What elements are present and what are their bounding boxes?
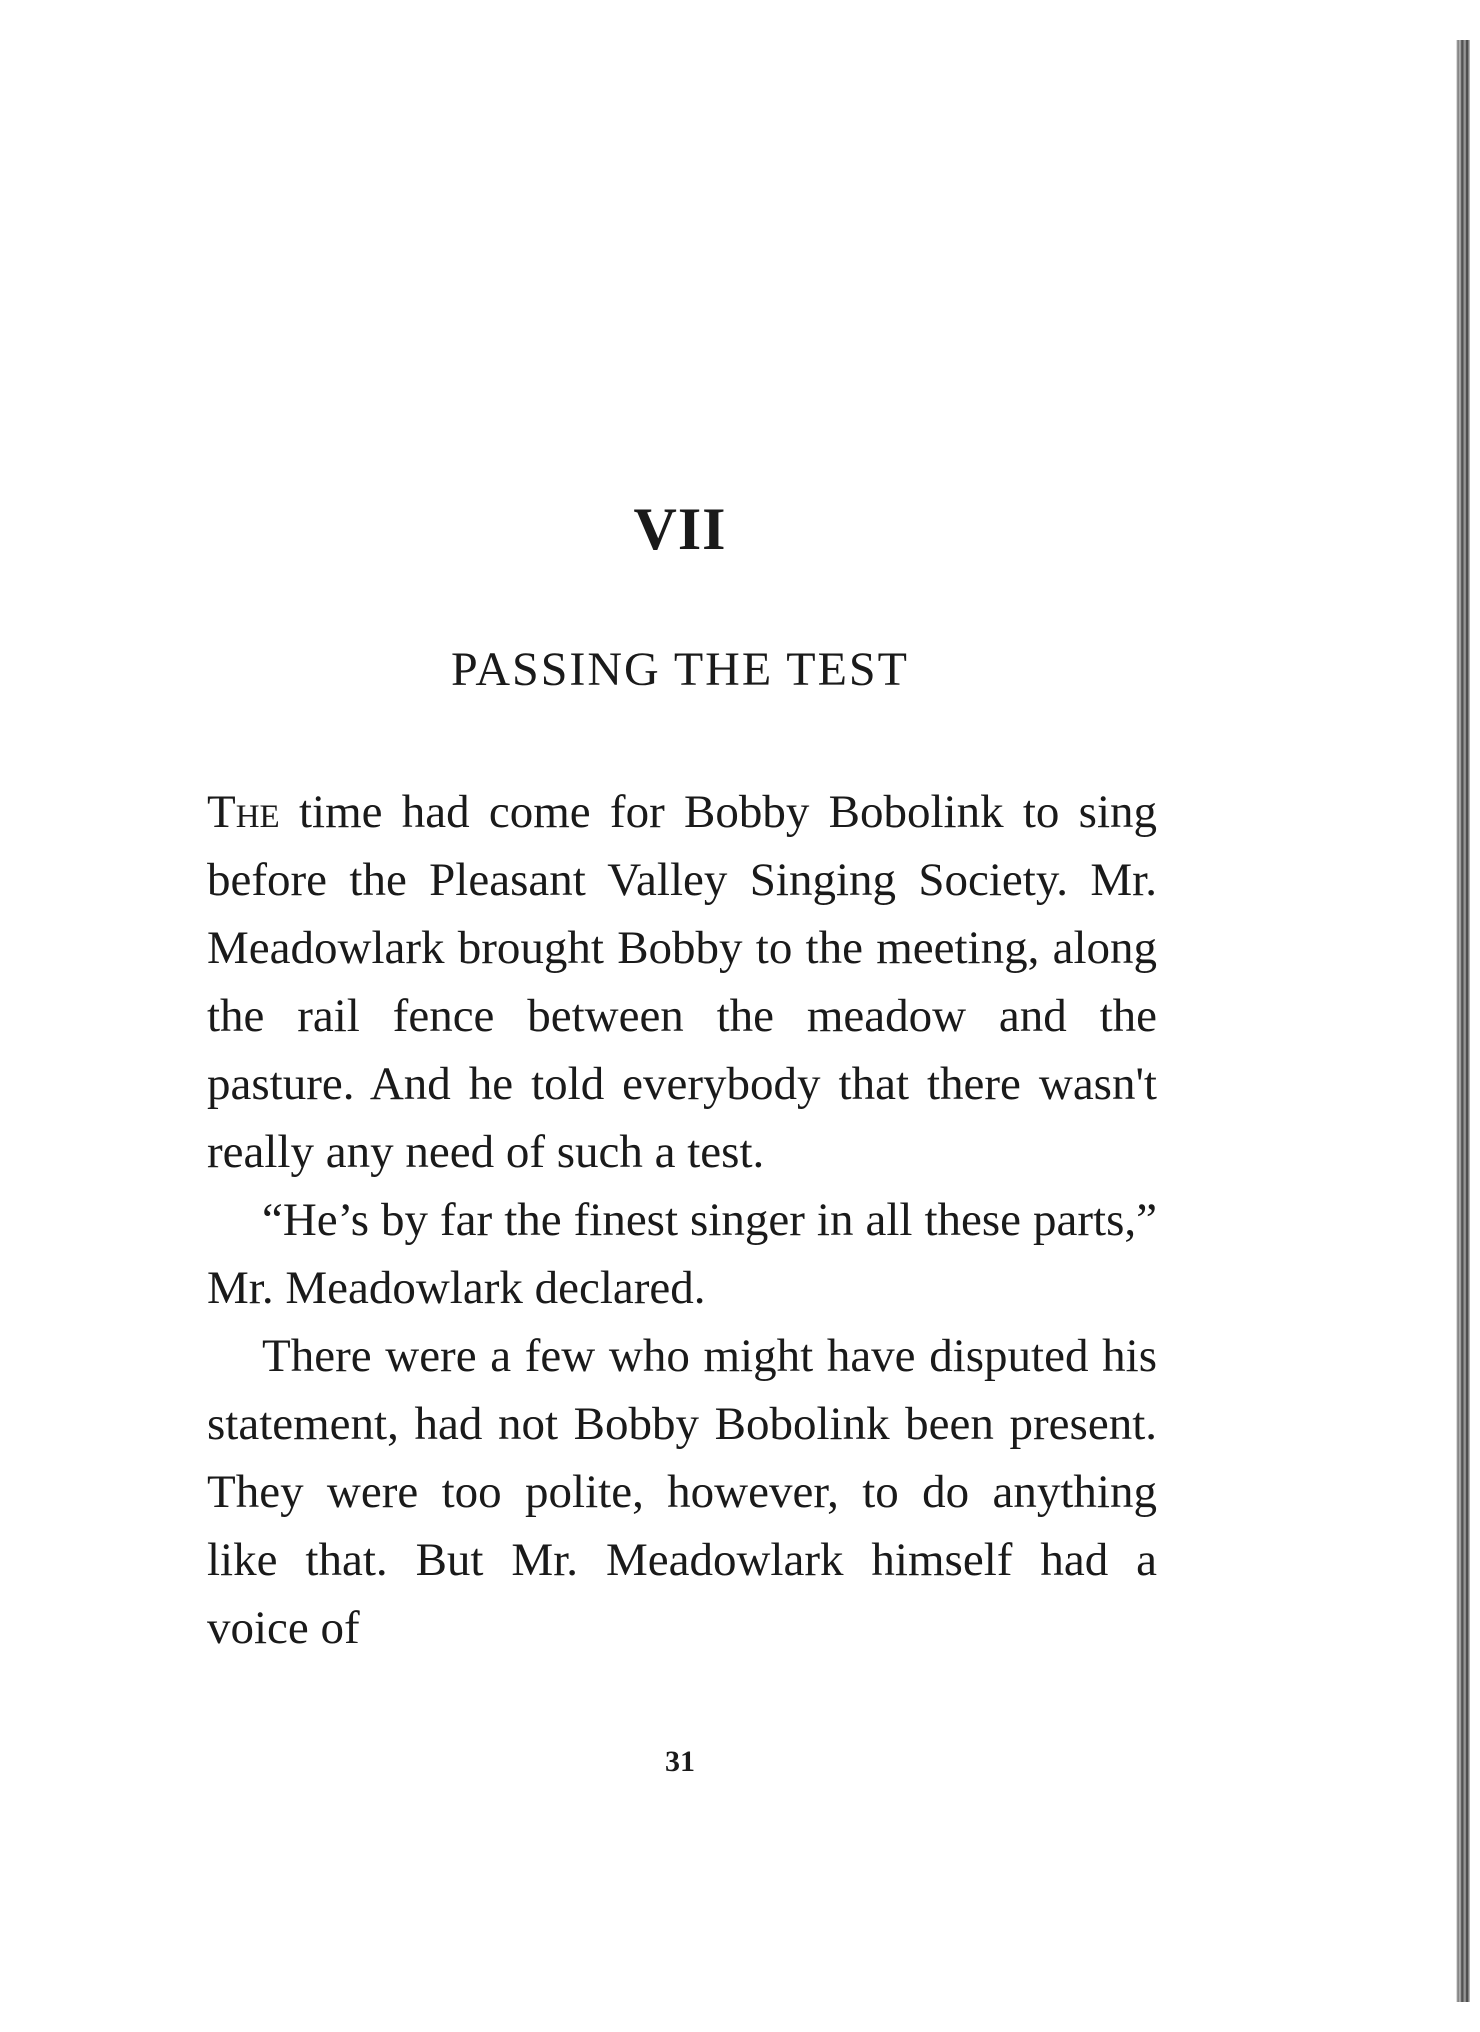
chapter-number: VII: [633, 496, 727, 562]
paragraph-lead-word: The: [207, 786, 280, 838]
binding-edge: [1456, 40, 1470, 2002]
paragraph: [207, 778, 1157, 1186]
paragraph: [207, 1186, 1157, 1322]
page-number: 31: [665, 1745, 695, 1778]
chapter-title: PASSING THE TEST: [451, 643, 909, 696]
paragraph-text: There were a few who might have disputed his statement, had not Bobby Bobolink been present. They were too polite, however, to do anything like that. But Mr. Meadowlark himself had a voice of: [207, 1330, 1157, 1654]
paragraph: [207, 1322, 1157, 1662]
paragraph-text: time had come for Bobby Bobolink to sing before the Pleasant Valley Singing Society. Mr. Meadowlark brought Bobby to the meeting, along the rail fence between the meadow and the pasture. And he told everybody that there wasn't really any need of such a test.: [207, 786, 1157, 1178]
paragraph-text: “He’s by far the finest singer in all these parts,” Mr. Meadowlark declared.: [207, 1194, 1157, 1314]
chapter-body: [207, 778, 1157, 1662]
